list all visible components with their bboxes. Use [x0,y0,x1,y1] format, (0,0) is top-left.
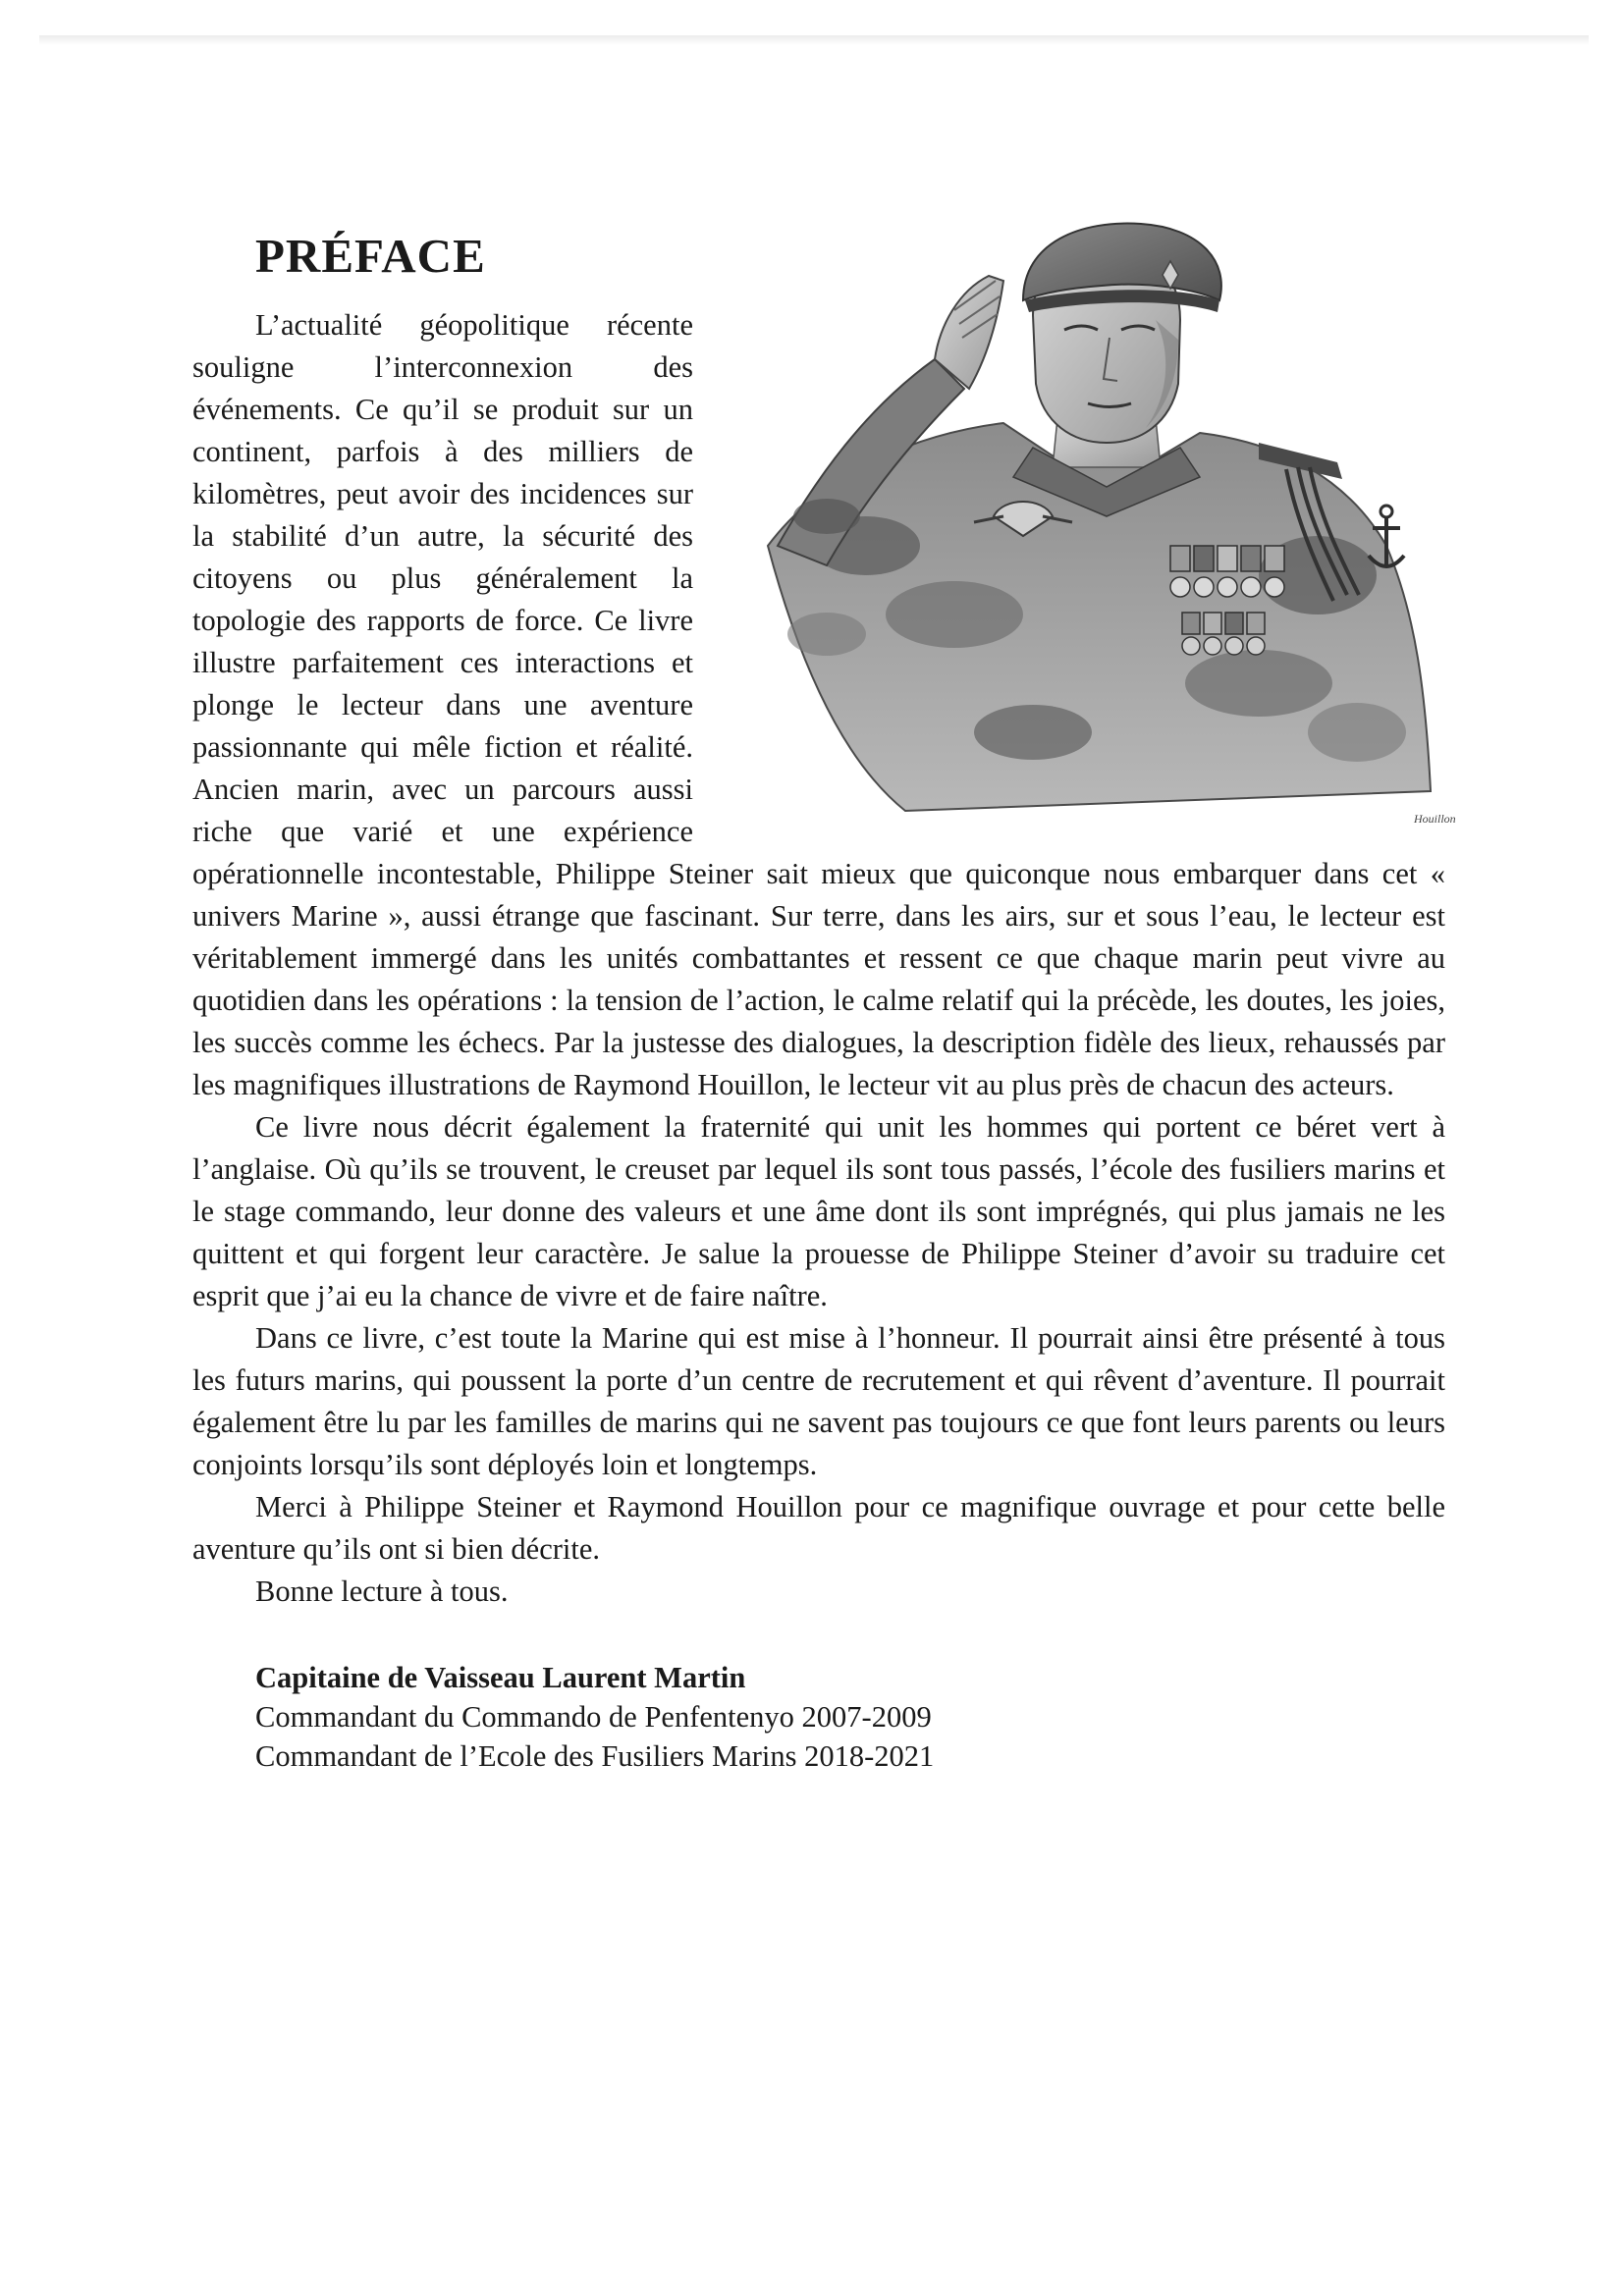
paragraph: Bonne lecture à tous. [255,1575,509,1608]
svg-text:Houillon: Houillon [1414,812,1456,826]
paragraph: L’actualité géopolitique récente souligne l’interconnexion des événements. Ce qu’il se produit sur un continent, parfois à des milliers de kilomètres, peut avoir des incidences sur la stabilité d’un autre, la sécurité des citoyens ou plus généralement la topologie des rapports de force. Ce livre illustre parfaitement ces interactions et plonge le lecteur dans une aventure passionnante qui mêle fiction et réalité. Ancien marin, avec un parcours aussi riche que varié et une expérience opérationnelle incontestable, Philippe Steiner sait mieux que quiconque nous embarquer dans cet « univers Marine », aussi étrange que fascinant. Sur terre, dans les airs, sur et sous l’eau, le lecteur est véritablement immergé dans les unités combattantes et ressent ce que chaque marin peut vivre au quotidien dans les opérations : la tension de l’action, le calme relatif qui la précède, les doutes, les joies, les succès comme les échecs. Par la justesse des dialogues, la description fidèle des lieux, rehaussés par les magnifiques illustrations de Raymond Houillon, le lecteur vit au plus près de chacun des acteurs. [192,308,1445,1101]
saluting-commando-illustration [709,222,1459,844]
signatory-role: Commandant de l’Ecole des Fusiliers Marins 2018-2021 [255,1739,935,1773]
paragraph: Merci à Philippe Steiner et Raymond Houillon pour ce magnifique ouvrage et pour cette belle aventure qu’ils ont si bien décrite. [192,1490,1445,1566]
signatory-name: Capitaine de Vaisseau Laurent Martin [255,1661,746,1694]
paragraph: Dans ce livre, c’est toute la Marine qui est mise à l’honneur. Il pourrait ainsi être présenté à tous les futurs marins, qui poussent la porte d’un centre de recrutement et qui rêvent d’aventure. Il pourrait également être lu par les familles de marins qui ne savent pas toujours ce que font leurs parents ou leurs conjoints lorsqu’ils sont déployés loin et longtemps. [192,1321,1445,1481]
signature-block [192,1658,1445,1776]
preface-page [192,228,1456,1776]
page-title: PRÉFACE [255,229,486,283]
paragraph: Ce livre nous décrit également la fraternité qui unit les hommes qui portent ce béret vert à l’anglaise. Où qu’ils se trouvent, le creuset par lequel ils sont tous passés, l’école des fusiliers marins et le stage commando, leur donne des valeurs et une âme dont ils sont imprégnés, qui plus jamais ne les quittent et qui forgent leur caractère. Je salue la prouesse de Philippe Steiner d’avoir su traduire cet esprit que j’ai eu la chance de vivre et de faire naître. [192,1110,1445,1312]
page-top-shadow [39,35,1589,45]
signatory-role: Commandant du Commando de Penfentenyo 2007-2009 [255,1700,932,1734]
